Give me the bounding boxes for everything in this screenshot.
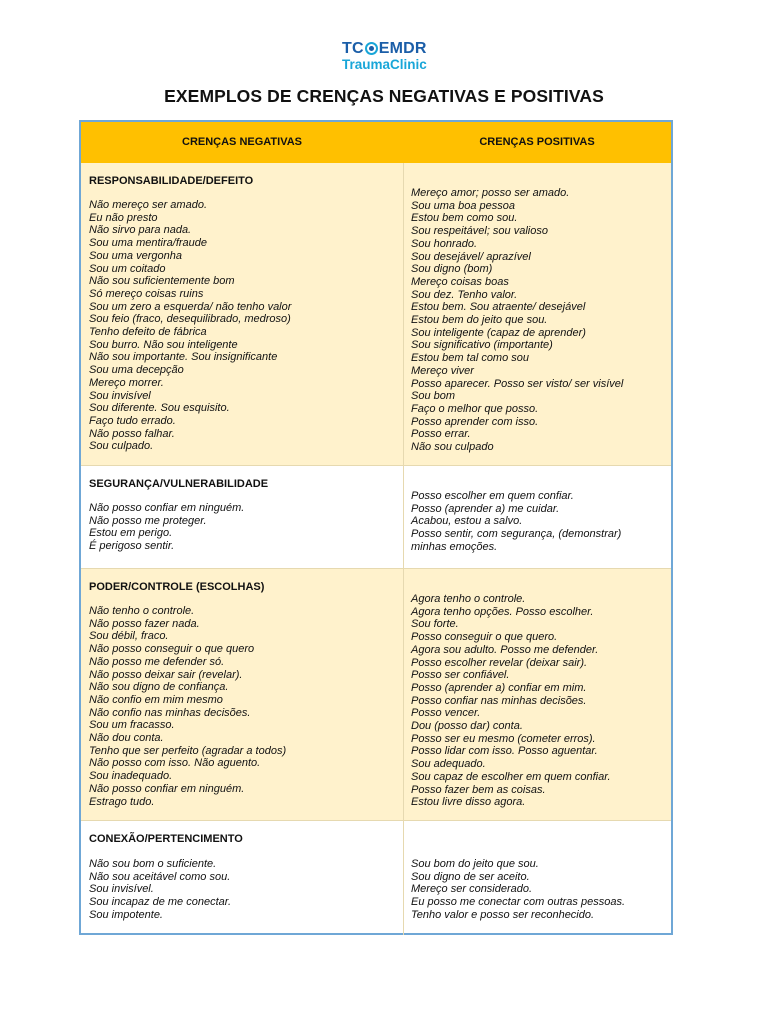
list-item: Tenho valor e posso ser reconhecido. xyxy=(411,908,595,921)
list-item: Sou um zero a esquerda/ não tenho valor xyxy=(89,300,292,313)
list-item: Tenho defeito de fábrica xyxy=(89,326,207,339)
list-item: Posso lidar com isso. Posso aguentar. xyxy=(411,745,598,758)
section-heading: RESPONSABILIDADE/DEFEITO xyxy=(89,175,254,187)
list-item: Estou bem tal como sou xyxy=(411,352,530,365)
list-item: Sou digno de ser aceito. xyxy=(411,870,530,883)
list-item: Mereço morrer. xyxy=(89,376,164,389)
list-item: Tenho que ser perfeito (agradar a todos) xyxy=(89,744,287,757)
list-item: Sou uma vergonha xyxy=(89,249,182,262)
list-item: Não sou bom o suficiente. xyxy=(89,858,217,870)
list-item: Estrago tudo. xyxy=(89,795,155,808)
list-item: Sou respeitável; sou valioso xyxy=(411,225,548,238)
logo-text-tc: TC xyxy=(342,40,364,57)
list-item: Mereço ser considerado. xyxy=(411,883,533,896)
list-item: Eu não presto xyxy=(89,211,158,224)
negative-beliefs-list xyxy=(89,605,286,808)
list-item: Não posso fazer nada. xyxy=(89,617,200,630)
list-item: Sou dez. Tenho valor. xyxy=(411,288,518,301)
list-item: Sou digno (bom) xyxy=(411,263,493,276)
list-item: Sou inteligente (capaz de aprender) xyxy=(411,326,586,339)
list-item: Dou (posso dar) conta. xyxy=(411,720,523,733)
list-item: Não sou importante. Sou insignificante xyxy=(89,351,278,364)
list-item: Faço o melhor que posso. xyxy=(411,402,539,415)
trauma-clinic-logo xyxy=(342,40,432,74)
list-item: Sou impotente. xyxy=(89,908,163,921)
list-item: Posso confiar nas minhas decisões. xyxy=(411,694,587,707)
list-item: Sou capaz de escolher em quem confiar. xyxy=(411,770,611,783)
beliefs-table xyxy=(79,120,673,935)
list-item: Mereço viver xyxy=(411,364,474,377)
list-item: Mereço coisas boas xyxy=(411,275,509,288)
list-item: Sou débil, fraco. xyxy=(89,630,169,643)
negative-beliefs-list xyxy=(89,502,244,553)
list-item: Não sirvo para nada. xyxy=(89,224,192,237)
section-seguranca xyxy=(81,466,671,568)
header-positive-beliefs: CRENÇAS POSITIVAS xyxy=(479,136,595,148)
list-item: Sou invisível. xyxy=(89,883,154,896)
section-heading: PODER/CONTROLE (ESCOLHAS) xyxy=(89,581,265,593)
positive-beliefs-list xyxy=(411,593,611,809)
list-item: Posso errar. xyxy=(411,428,471,441)
list-item: Não posso deixar sair (revelar). xyxy=(89,668,243,681)
list-item: Não posso confiar em ninguém. xyxy=(89,782,245,795)
list-item: Sou bom do jeito que sou. xyxy=(411,858,539,870)
list-item: Sou incapaz de me conectar. xyxy=(89,896,232,909)
list-item: Sou feio (fraco, desequilibrado, medroso) xyxy=(89,313,291,326)
logo-text-emdr: EMDR xyxy=(378,40,427,57)
list-item: Posso conseguir o que quero. xyxy=(411,631,558,644)
list-item: Não sou suficientemente bom xyxy=(89,275,235,288)
list-item: Posso aprender com isso. xyxy=(411,415,539,428)
list-item: Não sou culpado xyxy=(411,441,494,454)
list-item: Posso sentir, com segurança, (demonstrar) xyxy=(411,528,622,541)
list-item: Sou uma boa pessoa xyxy=(411,199,515,212)
list-item: Posso fazer bem as coisas. xyxy=(411,783,546,796)
list-item: Posso (aprender a) me cuidar. xyxy=(411,502,560,515)
list-item: Sou adequado. xyxy=(411,758,486,771)
list-item: Sou diferente. Sou esquisito. xyxy=(89,402,230,415)
list-item: Só mereço coisas ruins xyxy=(89,287,204,300)
list-item: Não tenho o controle. xyxy=(89,605,195,617)
list-item: Não posso com isso. Não aguento. xyxy=(89,757,261,770)
list-item: Sou honrado. xyxy=(411,237,478,250)
list-item: Posso escolher revelar (deixar sair). xyxy=(411,656,588,669)
list-item: Não posso conseguir o que quero xyxy=(89,643,255,656)
section-responsabilidade xyxy=(81,163,671,465)
list-item: Sou burro. Não sou inteligente xyxy=(89,338,238,351)
list-item: Não mereço ser amado. xyxy=(89,199,207,211)
header-negative-beliefs: CRENÇAS NEGATIVAS xyxy=(182,136,302,148)
list-item: Sou forte. xyxy=(411,618,459,631)
section-conexao xyxy=(81,821,671,933)
list-item: Agora tenho o controle. xyxy=(411,593,526,605)
list-item: Estou em perigo. xyxy=(89,527,173,540)
list-item: Sou uma mentira/fraude xyxy=(89,237,208,250)
list-item: Agora tenho opções. Posso escolher. xyxy=(411,605,594,618)
logo-text-traumaclinic: TraumaClinic xyxy=(342,57,427,72)
list-item: Posso aparecer. Posso ser visto/ ser visível xyxy=(411,377,624,390)
list-item: Estou bem do jeito que sou. xyxy=(411,314,548,327)
list-item: Acabou, estou a salvo. xyxy=(411,515,523,528)
list-item: Sou inadequado. xyxy=(89,770,173,783)
negative-beliefs-list xyxy=(89,199,291,453)
list-item: Sou significativo (importante) xyxy=(411,339,553,352)
list-item: Estou livre disso agora. xyxy=(411,796,526,809)
list-item: Posso ser confiável. xyxy=(411,669,510,682)
section-heading: SEGURANÇA/VULNERABILIDADE xyxy=(89,478,269,490)
section-heading: CONEXÃO/PERTENCIMENTO xyxy=(89,833,243,845)
list-item: minhas emoções. xyxy=(411,540,498,553)
list-item: Estou bem. Sou atraente/ desejável xyxy=(411,301,586,314)
list-item: Não posso me defender só. xyxy=(89,655,225,668)
section-poder-controle xyxy=(81,569,671,820)
list-item: Sou bom xyxy=(411,390,456,403)
eye-icon xyxy=(365,42,378,55)
list-item: Estou bem como sou. xyxy=(411,212,518,225)
list-item: Sou uma decepção xyxy=(89,364,184,377)
page-title: EXEMPLOS DE CRENÇAS NEGATIVAS E POSITIVAS xyxy=(164,86,604,106)
list-item: Não confio nas minhas decisões. xyxy=(89,706,251,719)
positive-beliefs-list xyxy=(411,858,625,922)
list-item: É perigoso sentir. xyxy=(89,540,175,553)
positive-beliefs-list xyxy=(411,490,621,554)
list-item: Não confio em mim mesmo xyxy=(89,693,223,706)
list-item: Faço tudo errado. xyxy=(89,414,176,427)
list-item: Não posso me proteger. xyxy=(89,514,207,527)
list-item: Sou desejável/ aprazível xyxy=(411,250,531,263)
list-item: Posso ser eu mesmo (cometer erros). xyxy=(411,732,596,745)
list-item: Sou culpado. xyxy=(89,440,154,453)
column-divider xyxy=(403,163,404,935)
list-item: Não posso confiar em ninguém. xyxy=(89,502,245,514)
list-item: Posso vencer. xyxy=(411,707,481,720)
positive-beliefs-list xyxy=(411,187,623,454)
list-item: Posso escolher em quem confiar. xyxy=(411,490,574,502)
list-item: Agora sou adulto. Posso me defender. xyxy=(411,643,599,656)
list-item: Mereço amor; posso ser amado. xyxy=(411,187,570,199)
negative-beliefs-list xyxy=(89,858,231,922)
list-item: Não sou aceitável como sou. xyxy=(89,870,231,883)
list-item: Não sou digno de confiança. xyxy=(89,681,229,694)
list-item: Sou um coitado xyxy=(89,262,166,275)
table-header xyxy=(81,122,671,163)
list-item: Não posso falhar. xyxy=(89,427,175,440)
list-item: Posso (aprender a) confiar em mim. xyxy=(411,681,587,694)
list-item: Sou invisível xyxy=(89,389,151,402)
list-item: Não dou conta. xyxy=(89,732,164,745)
list-item: Sou um fracasso. xyxy=(89,719,175,732)
list-item: Eu posso me conectar com outras pessoas. xyxy=(411,896,625,909)
